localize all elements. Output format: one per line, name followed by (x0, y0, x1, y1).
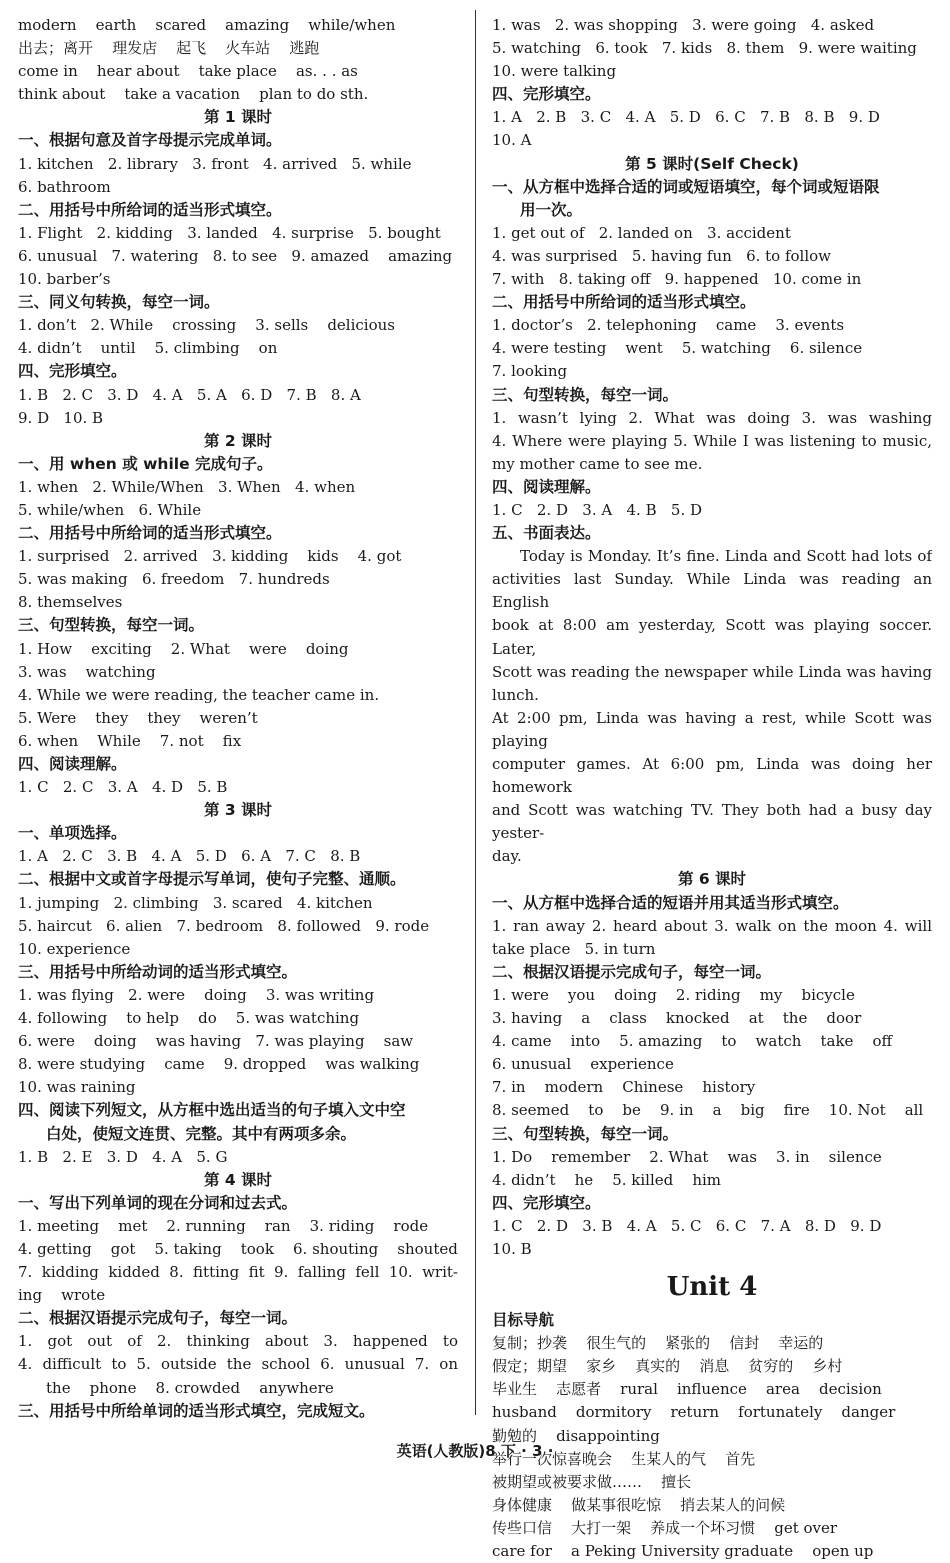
answer-line: 1. was 2. was shopping 3. were going 4. asked (492, 16, 875, 34)
section-heading: 三、用括号中所给单词的适当形式填空，完成短文。 (18, 1401, 375, 1420)
answer-line: 5. was making 6. freedom 7. hundreds (18, 570, 330, 589)
unit-title: Unit 4 (666, 1272, 758, 1303)
answer-line: 1. Flight 2. kidding 3. landed 4. surprise 5. bought (18, 223, 441, 242)
answer-line: 10. experience (18, 939, 131, 958)
lesson-title: 第 5 课时(Self Check) (625, 154, 799, 173)
essay-line: book at 8:00 am yesterday, Scott was playing soccer. Later, (492, 616, 932, 658)
answer-line: 7. kidding kidded 8. fitting fit 9. falling fell 10. writ- (18, 1263, 458, 1282)
answer-line: 假定；期望 家乡 真实的 消息 贫穷的 乡村 (492, 1357, 843, 1376)
answer-line: 勤勉的 disappointing (492, 1426, 660, 1445)
answer-line: 毕业生 志愿者 rural influence area decision (492, 1380, 882, 1399)
section-heading: 三、句型转换，每空一词。 (18, 616, 205, 635)
answer-line: 4. Where were playing 5. While I was listening to music, (492, 431, 932, 450)
answer-line: 1. A 2. C 3. B 4. A 5. D 6. A 7. C 8. B (18, 847, 361, 866)
essay-line: Today is Monday. It’s fine. Linda and Scott had lots of (520, 547, 932, 566)
section-heading: 三、句型转换，每空一词。 (492, 385, 679, 404)
answer-line: 复制；抄袭 很生气的 紧张的 信封 幸运的 (492, 1334, 824, 1353)
answer-line: care for a Peking University graduate open up (492, 1542, 874, 1560)
answer-line: 8. themselves (18, 593, 123, 612)
section-heading: 一、用 when 或 while 完成句子。 (18, 454, 273, 473)
essay-line: and Scott was watching TV. They both had a busy day yester- (492, 801, 932, 843)
section-heading: 二、根据汉语提示完成句子，每空一词。 (492, 962, 772, 981)
section-heading-cont: 白处，使短文连贯、完整。其中有两项多余。 (46, 1124, 357, 1143)
lesson-title: 第 6 课时 (677, 870, 747, 889)
answer-line: 5. Were they they weren’t (18, 708, 258, 727)
answer-line: 1. don’t 2. While crossing 3. sells delicious (18, 316, 395, 335)
answer-line: 1. wasn’t lying 2. What was doing 3. was washing (492, 408, 932, 427)
answer-line: 4. were testing went 5. watching 6. silence (492, 339, 863, 358)
answer-line: think about take a vacation plan to do sth. (18, 85, 369, 104)
answer-line: 10. barber’s (18, 270, 111, 289)
section-heading: 四、完形填空。 (492, 1193, 601, 1212)
answer-line: 1. How exciting 2. What were doing (18, 639, 349, 658)
section-heading: 五、书面表达。 (492, 524, 601, 543)
answer-column-left (18, 14, 458, 1423)
answer-line: 3. was watching (18, 662, 156, 681)
answer-line: 10. were talking (492, 62, 617, 81)
answer-line: come in hear about take place as. . . as (18, 62, 358, 81)
answer-line: 1. C 2. D 3. A 4. B 5. D (492, 500, 702, 519)
section-heading: 四、完形填空。 (492, 85, 601, 104)
answer-line: 1. B 2. C 3. D 4. A 5. A 6. D 7. B 8. A (18, 385, 361, 404)
section-heading: 四、阅读理解。 (492, 477, 601, 496)
essay-line: computer games. At 6:00 pm, Linda was doing her homework (492, 755, 932, 797)
essay-line: At 2:00 pm, Linda was having a rest, while Scott was playing (492, 708, 932, 750)
answer-line: 9. D 10. B (18, 408, 104, 427)
section-heading: 一、单项选择。 (18, 824, 127, 843)
answer-line: 7. looking (492, 362, 568, 381)
answer-line: 10. A (492, 131, 532, 150)
answer-line: 1. get out of 2. landed on 3. accident (492, 223, 791, 242)
section-heading: 四、完形填空。 (18, 362, 127, 381)
answer-line: my mother came to see me. (492, 454, 703, 473)
answer-line: 4. While we were reading, the teacher came in. (18, 685, 380, 704)
answer-line: 8. seemed to be 9. in a big fire 10. Not all (492, 1101, 924, 1120)
answer-line: 身体健康 做某事很吃惊 捎去某人的问候 (492, 1495, 786, 1514)
answer-line: 4. following to help do 5. was watching (18, 1009, 360, 1028)
answer-line: 4. didn’t until 5. climbing on (18, 339, 278, 358)
answer-line: 1. surprised 2. arrived 3. kidding kids 4. got (18, 547, 402, 566)
answer-line: 4. getting got 5. taking took 6. shouting shouted (18, 1239, 458, 1258)
lesson-title: 第 1 课时 (203, 108, 273, 127)
section-heading-cont: 用一次。 (520, 200, 583, 219)
answer-line: 5. haircut 6. alien 7. bedroom 8. followed 9. rode (18, 916, 430, 935)
answer-line: 举行一次惊喜晚会 生某人的气 首先 (492, 1449, 756, 1468)
answer-line: the phone 8. crowded anywhere (46, 1378, 334, 1397)
answer-line: 1. jumping 2. climbing 3. scared 4. kitchen (18, 893, 373, 912)
section-heading: 二、根据汉语提示完成句子，每空一词。 (18, 1309, 298, 1328)
lesson-title: 第 3 课时 (203, 801, 273, 820)
answer-line: 6. unusual 7. watering 8. to see 9. amazed amazing (18, 246, 453, 265)
essay-line: Scott was reading the newspaper while Linda was having lunch. (492, 662, 932, 704)
answer-line: take place 5. in turn (492, 939, 656, 958)
section-heading: 三、用括号中所给动词的适当形式填空。 (18, 962, 298, 981)
answer-line: 4. difficult to 5. outside the school 6. unusual 7. on (18, 1355, 458, 1374)
section-heading: 四、阅读下列短文，从方框中选出适当的句子填入文中空 (18, 1101, 406, 1120)
answer-line: 6. unusual experience (492, 1055, 674, 1074)
answer-column-right (492, 14, 932, 1563)
answer-line: 8. were studying came 9. dropped was walking (18, 1055, 420, 1074)
answer-line: 1. when 2. While/When 3. When 4. when (18, 477, 356, 496)
answer-line: 1. kitchen 2. library 3. front 4. arrived 5. while (18, 154, 412, 173)
section-heading: 三、同义句转换，每空一词。 (18, 293, 220, 312)
section-heading: 二、根据中文或首字母提示写单词，使句子完整、通顺。 (18, 870, 406, 889)
answer-line: day. (492, 847, 522, 866)
answer-line: 出去；离开 理发店 起飞 火车站 逃跑 (18, 39, 320, 58)
answer-line: 4. didn’t he 5. killed him (492, 1170, 722, 1189)
answer-line: 1. ran away 2. heard about 3. walk on the moon 4. will (492, 916, 932, 935)
section-heading: 一、根据句意及首字母提示完成单词。 (18, 131, 282, 150)
answer-line: 6. when While 7. not fix (18, 731, 242, 750)
answer-line: ing wrote (18, 1286, 106, 1305)
page-footer: 英语(人教版)8 下 · 3 · (396, 1442, 554, 1460)
answer-line: modern earth scared amazing while/when (18, 16, 396, 34)
answer-line: 1. was flying 2. were doing 3. was writing (18, 985, 375, 1004)
answer-line: 10. B (492, 1239, 532, 1258)
answer-line: 4. came into 5. amazing to watch take off (492, 1032, 893, 1051)
answer-line: husband dormitory return fortunately danger (492, 1403, 896, 1422)
section-heading: 三、句型转换，每空一词。 (492, 1124, 679, 1143)
essay-line: activities last Sunday. While Linda was reading an English (492, 570, 932, 612)
answer-line: 被期望或被要求做…… 擅长 (492, 1472, 692, 1491)
answer-line: 传些口信 大打一架 养成一个坏习惯 get over (492, 1518, 838, 1537)
answer-line: 6. were doing was having 7. was playing saw (18, 1032, 414, 1051)
section-heading: 四、阅读理解。 (18, 755, 127, 773)
section-heading: 一、从方框中选择合适的短语并用其适当形式填空。 (492, 893, 849, 912)
answer-line: 1. C 2. D 3. B 4. A 5. C 6. C 7. A 8. D 9. D (492, 1216, 882, 1235)
answer-line: 7. in modern Chinese history (492, 1078, 756, 1097)
answer-line: 1. got out of 2. thinking about 3. happened to (18, 1332, 458, 1351)
lesson-title: 第 4 课时 (203, 1170, 273, 1189)
section-heading: 二、用括号中所给词的适当形式填空。 (18, 524, 282, 543)
section-heading: 一、从方框中选择合适的词或短语填空，每个词或短语限 (492, 177, 880, 196)
lesson-title: 第 2 课时 (203, 431, 273, 450)
answer-line: 1. meeting met 2. running ran 3. riding rode (18, 1216, 429, 1235)
section-heading: 二、用括号中所给词的适当形式填空。 (18, 200, 282, 219)
section-heading: 目标导航 (492, 1311, 555, 1330)
section-heading: 二、用括号中所给词的适当形式填空。 (492, 293, 756, 312)
answer-line: 7. with 8. taking off 9. happened 10. come in (492, 270, 862, 289)
answer-line: 5. watching 6. took 7. kids 8. them 9. were waiting (492, 39, 917, 58)
answer-line: 1. Do remember 2. What was 3. in silence (492, 1147, 882, 1166)
column-divider (475, 10, 476, 1415)
answer-line: 6. bathroom (18, 177, 111, 196)
answer-line: 5. while/when 6. While (18, 500, 202, 519)
answer-line: 1. were you doing 2. riding my bicycle (492, 985, 855, 1004)
answer-line: 1. B 2. E 3. D 4. A 5. G (18, 1147, 228, 1166)
answer-line: 1. doctor’s 2. telephoning came 3. events (492, 316, 845, 335)
answer-line: 1. C 2. C 3. A 4. D 5. B (18, 778, 228, 797)
answer-line: 4. was surprised 5. having fun 6. to follow (492, 246, 832, 265)
answer-line: 3. having a class knocked at the door (492, 1009, 862, 1028)
answer-line: 1. A 2. B 3. C 4. A 5. D 6. C 7. B 8. B 9. D (492, 108, 880, 127)
answer-line: 10. was raining (18, 1078, 136, 1097)
section-heading: 一、写出下列单词的现在分词和过去式。 (18, 1193, 298, 1212)
